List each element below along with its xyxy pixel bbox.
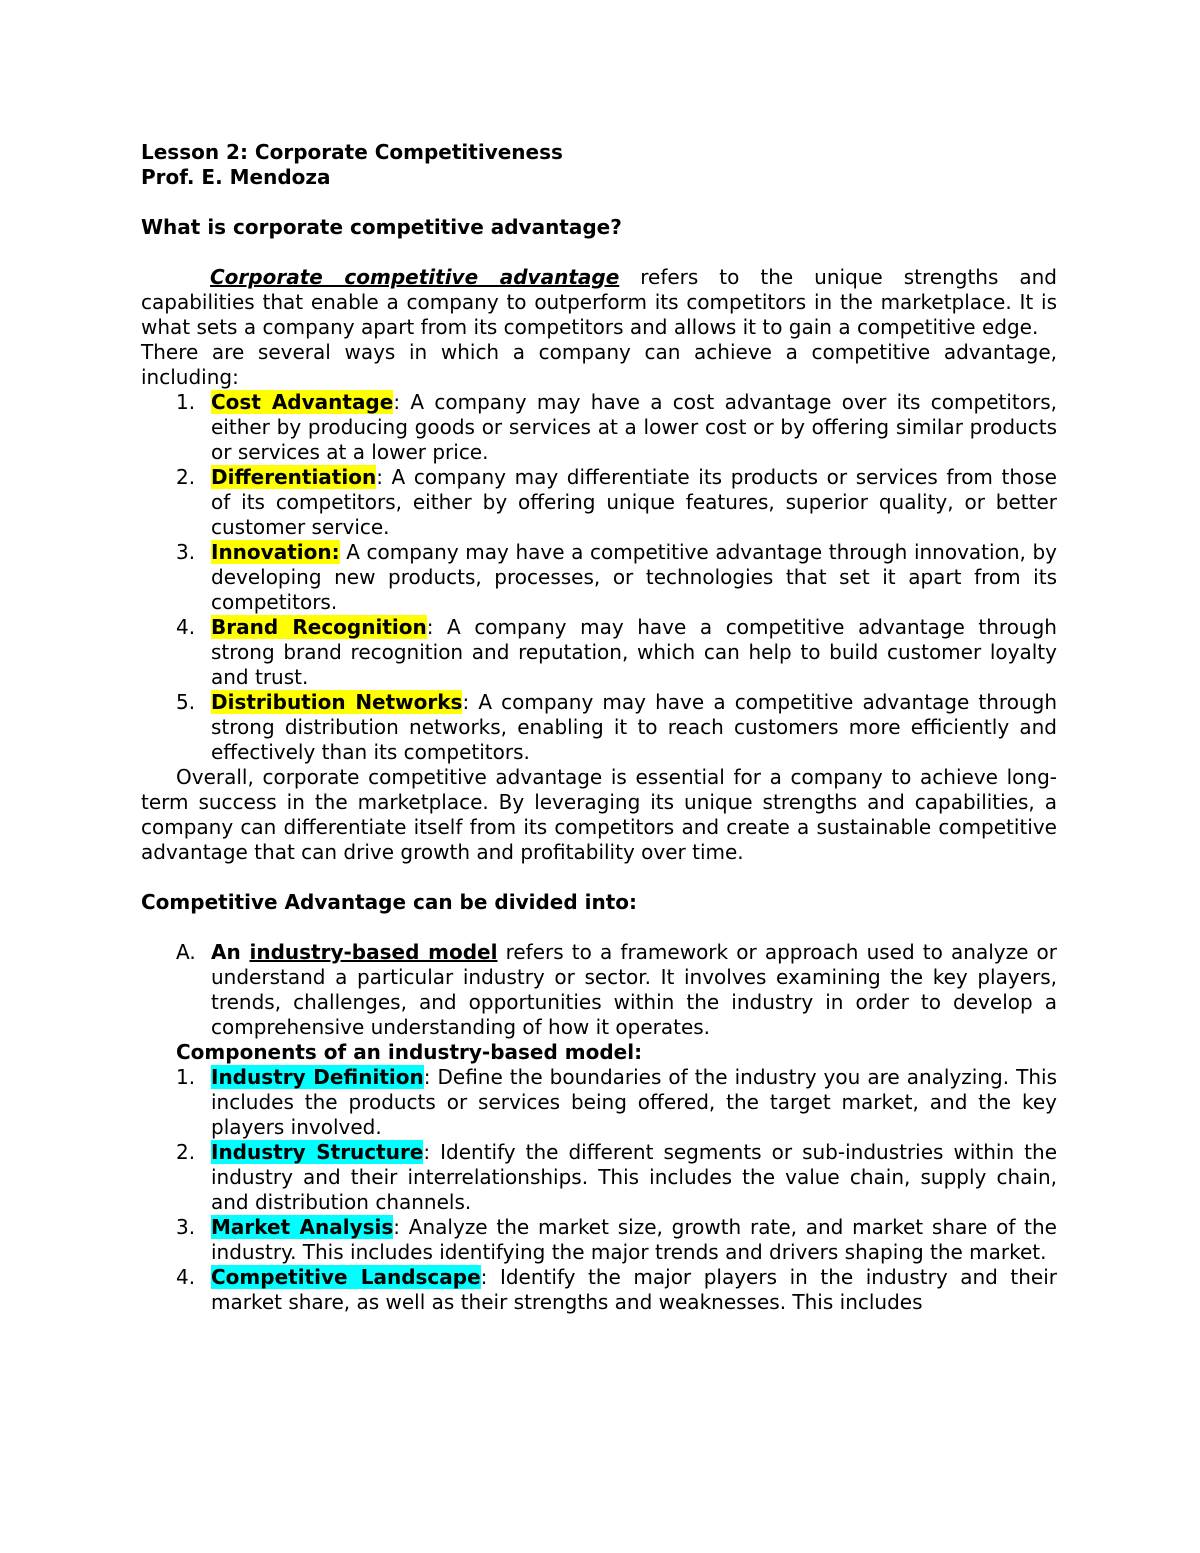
list-text: A company may have a competitive advantage through innovation, by developing new products, processes, or technologies that set it apart from its competitors.	[211, 540, 1057, 614]
model-lead: An	[211, 940, 250, 964]
list-text: : Identify the major players in the industry and their market share, as well as their strengths and weaknesses. This includes	[211, 1265, 1057, 1314]
model-list	[141, 940, 1057, 1040]
list-item	[141, 540, 1057, 615]
highlight-term: Distribution Networks	[211, 690, 463, 714]
list-item	[141, 1065, 1057, 1140]
ways-list	[141, 390, 1057, 765]
list-number: 1.	[176, 390, 196, 414]
model-text: refers to a framework or approach used to analyze or understand a particular industry or sector. It involves examining the key players, trends, challenges, and opportunities within the industry in order to develop a comprehensive understanding of how it operates.	[211, 940, 1057, 1039]
list-text: : A company may have a competitive advantage through strong distribution networks, enabling it to reach customers more efficiently and effectively than its competitors.	[211, 690, 1057, 764]
list-item	[141, 465, 1057, 540]
section-question: What is corporate competitive advantage?	[141, 215, 622, 239]
list-item	[141, 1140, 1057, 1215]
lesson-title: Lesson 2: Corporate Competitiveness	[141, 140, 563, 164]
list-number: 4.	[176, 615, 196, 639]
list-text: : A company may differentiate its products or services from those of its competitors, either by offering unique features, superior quality, or better customer service.	[211, 465, 1057, 539]
list-number: 2.	[176, 1140, 196, 1164]
model-term: industry-based model	[249, 940, 498, 964]
list-text: : A company may have a cost advantage over its competitors, either by producing goods or services at a lower cost or by offering similar products or services at a lower price.	[211, 390, 1057, 464]
list-letter: A.	[176, 940, 196, 964]
list-number: 2.	[176, 465, 196, 489]
list-item	[141, 615, 1057, 690]
highlight-term: Industry Structure	[211, 1140, 424, 1164]
ways-intro: There are several ways in which a company can achieve a competitive advantage, including:	[141, 340, 1057, 389]
highlight-term: Innovation:	[211, 540, 340, 564]
list-text: : Analyze the market size, growth rate, and market share of the industry. This includes identifying the major trends and drivers shaping the market.	[211, 1215, 1057, 1264]
list-number: 4.	[176, 1265, 196, 1289]
components-heading: Components of an industry-based model:	[176, 1040, 643, 1064]
highlight-term: Brand Recognition	[211, 615, 427, 639]
highlight-term: Cost Advantage	[211, 390, 394, 414]
highlight-term: Differentiation	[211, 465, 377, 489]
list-item	[141, 690, 1057, 765]
list-text: : Define the boundaries of the industry you are analyzing. This includes the products or services being offered, the target market, and the key players involved.	[211, 1065, 1057, 1139]
list-item	[141, 1265, 1057, 1315]
list-item	[141, 1215, 1057, 1265]
highlight-term: Industry Definition	[211, 1065, 424, 1089]
list-number: 3.	[176, 540, 196, 564]
highlight-term: Market Analysis	[211, 1215, 394, 1239]
highlight-term: Competitive Landscape	[211, 1265, 481, 1289]
author-line: Prof. E. Mendoza	[141, 165, 331, 189]
list-item	[141, 940, 1057, 1040]
intro-paragraph	[141, 265, 1057, 340]
intro-text: refers to the unique strengths and capabilities that enable a company to outperform its competitors in the marketplace. It is what sets a company apart from its competitors and allows it to gain a competitive edge.	[141, 265, 1057, 339]
list-number: 1.	[176, 1065, 196, 1089]
document-page	[141, 140, 1057, 1315]
section-heading: Competitive Advantage can be divided into:	[141, 890, 638, 914]
list-text: : A company may have a competitive advantage through strong brand recognition and reputation, which can help to build customer loyalty and trust.	[211, 615, 1057, 689]
list-number: 5.	[176, 690, 196, 714]
list-number: 3.	[176, 1215, 196, 1239]
list-item	[141, 390, 1057, 465]
overall-paragraph: Overall, corporate competitive advantage is essential for a company to achieve long-term success in the marketplace. By leveraging its unique strengths and capabilities, a company can differentiate itself from its competitors and create a sustainable competitive advantage that can drive growth and profitability over time.	[141, 765, 1057, 864]
components-list	[141, 1065, 1057, 1315]
list-text: : Identify the different segments or sub-industries within the industry and their interrelationships. This includes the value chain, supply chain, and distribution channels.	[211, 1140, 1057, 1214]
intro-term: Corporate competitive advantage	[210, 265, 620, 289]
